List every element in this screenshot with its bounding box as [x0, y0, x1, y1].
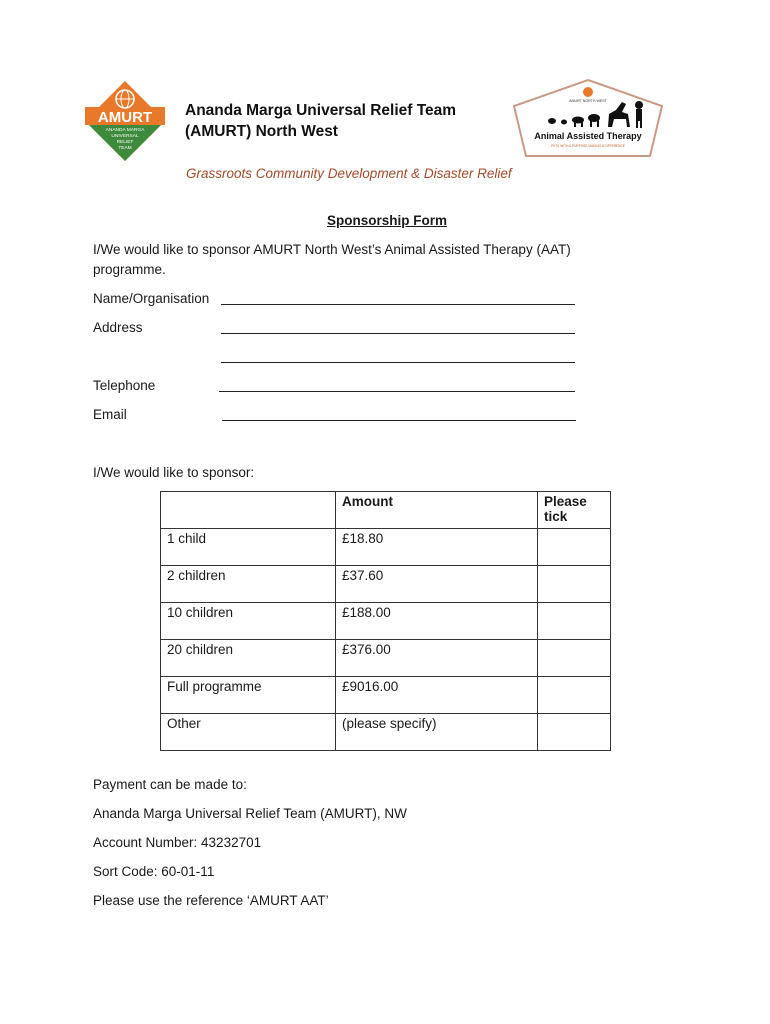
aat-logo-name: Animal Assisted Therapy [534, 131, 642, 141]
org-title-line1: Ananda Marga Universal Relief Team [185, 102, 457, 119]
address-field-line2[interactable] [221, 362, 575, 363]
option-cell: Other [161, 714, 336, 751]
table-row [161, 603, 611, 640]
payment-intro: Payment can be made to: [93, 777, 247, 792]
option-cell: Full programme [161, 677, 336, 714]
name-label: Name/Organisation [93, 291, 210, 306]
table-row [161, 529, 611, 566]
amount-cell: £188.00 [336, 603, 538, 640]
table-row [161, 714, 611, 751]
table-header-row [161, 492, 611, 529]
tick-box[interactable] [538, 677, 611, 714]
amount-header: Amount [336, 492, 538, 529]
sponsorship-table [160, 491, 611, 751]
option-cell: 20 children [161, 640, 336, 677]
amount-cell: £37.60 [336, 566, 538, 603]
tick-box[interactable] [538, 566, 611, 603]
payment-reference: Please use the reference ‘AMURT AAT’ [93, 893, 329, 908]
svg-text:AMURT NORTH WEST: AMURT NORTH WEST [569, 99, 607, 103]
tick-header: Please tick [538, 492, 611, 529]
amurt-logo [83, 79, 167, 163]
sponsor-label: I/We would like to sponsor: [93, 465, 255, 480]
payment-sort-code: Sort Code: 60-01-11 [93, 864, 215, 879]
payment-payee: Ananda Marga Universal Relief Team (AMURT), NW [93, 806, 407, 821]
email-field[interactable] [222, 420, 576, 421]
telephone-field[interactable] [219, 391, 575, 392]
tagline: Grassroots Community Development & Disaster Relief [186, 166, 512, 181]
address-label: Address [93, 320, 143, 335]
svg-text:ANANDA MARGA: ANANDA MARGA [105, 128, 145, 133]
aat-logo [512, 78, 664, 158]
email-label: Email [93, 407, 127, 422]
amount-cell: £9016.00 [336, 677, 538, 714]
form-title: Sponsorship Form [327, 213, 448, 228]
intro-line2: programme. [93, 262, 166, 277]
address-field-line1[interactable] [221, 333, 575, 334]
intro-line1: I/We would like to sponsor AMURT North West’s Animal Assisted Therapy (AAT) [93, 242, 571, 257]
option-cell: 10 children [161, 603, 336, 640]
tick-box[interactable] [538, 640, 611, 677]
table-row [161, 566, 611, 603]
tick-box[interactable] [538, 529, 611, 566]
table-row [161, 677, 611, 714]
option-cell: 1 child [161, 529, 336, 566]
svg-text:PETS WITH A PURPOSE MAKING A D: PETS WITH A PURPOSE MAKING A DIFFERENCE [551, 144, 625, 148]
amount-cell: £18.80 [336, 529, 538, 566]
amount-cell: (please specify) [336, 714, 538, 751]
table-row [161, 640, 611, 677]
svg-text:RELIEF: RELIEF [116, 140, 134, 145]
name-field[interactable] [221, 304, 575, 305]
svg-text:UNIVERSAL: UNIVERSAL [111, 134, 139, 139]
payment-account: Account Number: 43232701 [93, 835, 262, 850]
amount-cell: £376.00 [336, 640, 538, 677]
amurt-wordmark: AMURT [97, 109, 153, 126]
telephone-label: Telephone [93, 378, 156, 393]
tick-box[interactable] [538, 603, 611, 640]
option-cell: 2 children [161, 566, 336, 603]
org-title-line2: (AMURT) North West [185, 123, 338, 140]
svg-text:TEAM: TEAM [118, 146, 132, 151]
tick-box[interactable] [538, 714, 611, 751]
